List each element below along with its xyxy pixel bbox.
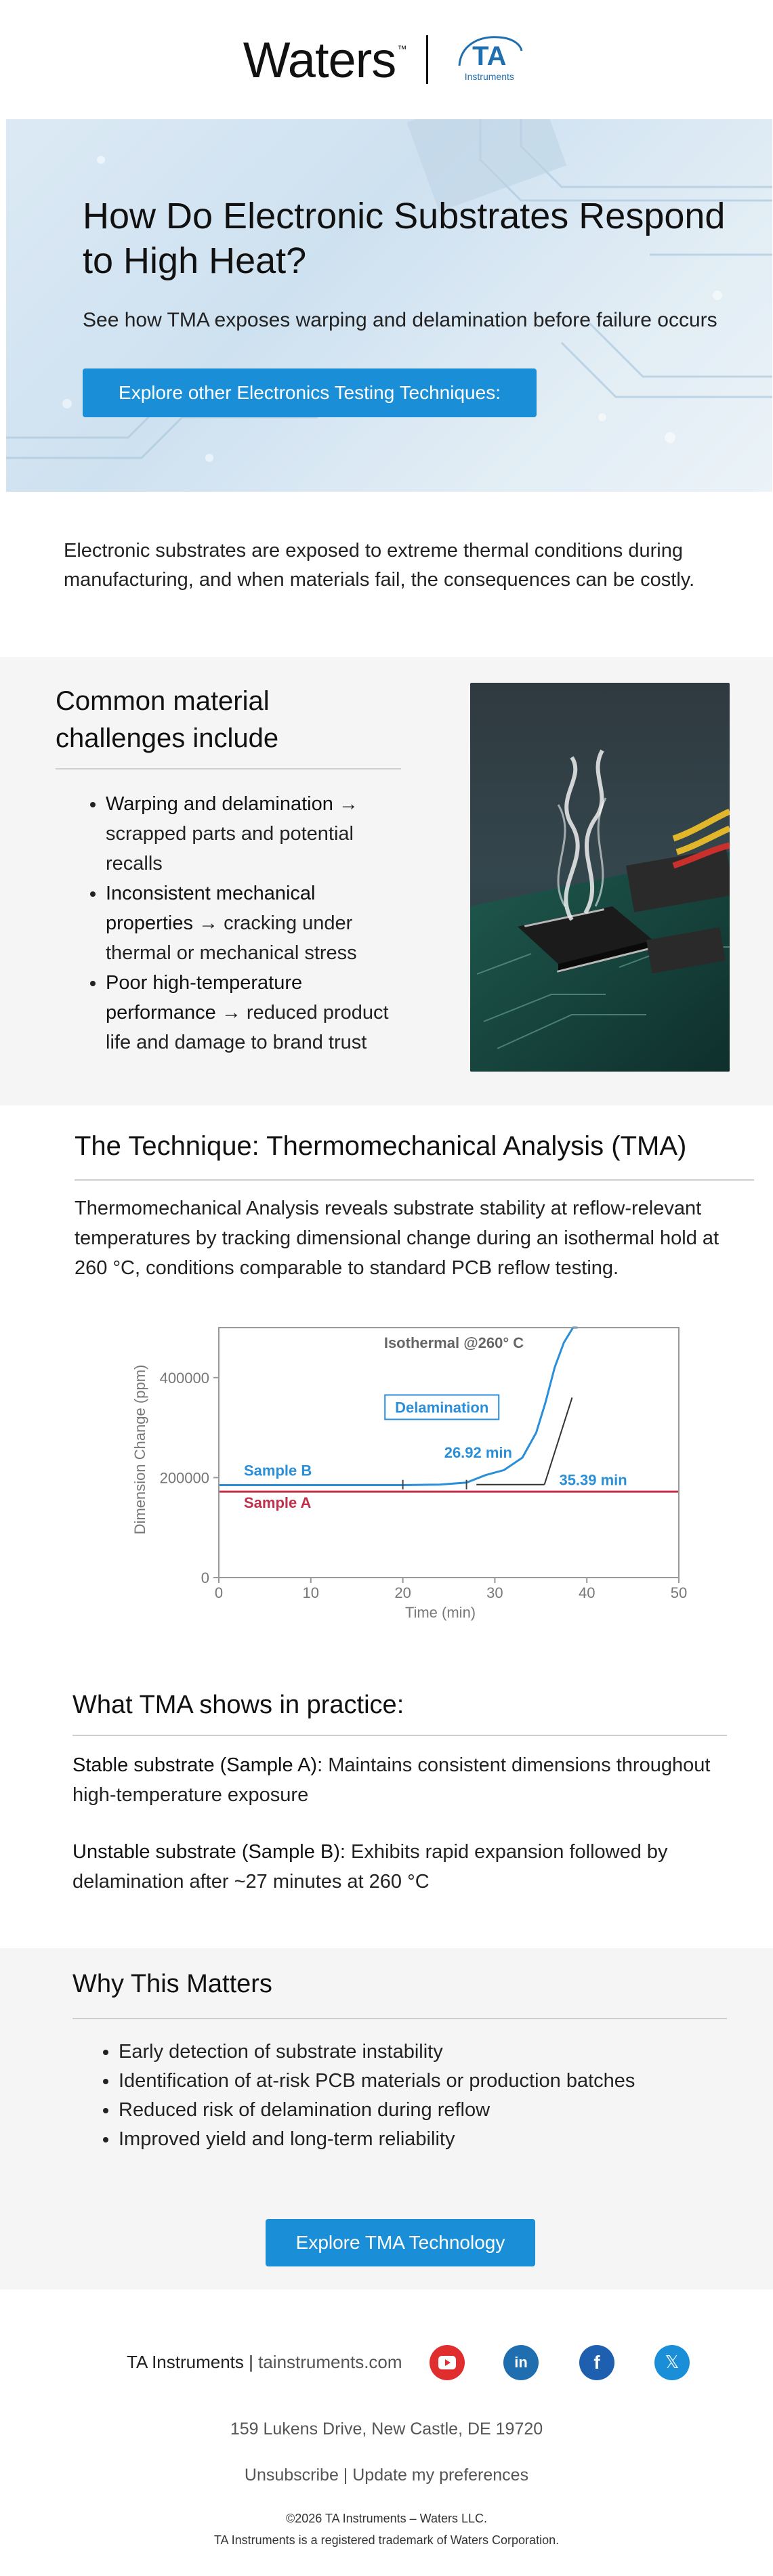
list-item: • Warping and delamination → scrapped parts and potential recalls xyxy=(106,789,404,879)
divider xyxy=(56,768,401,769)
ta-swoosh-icon xyxy=(451,32,526,72)
list-item: • Improved yield and long-term reliability xyxy=(119,2125,728,2154)
tma-chart-svg xyxy=(122,1314,691,1646)
footer-address: 159 Lukens Drive, New Castle, DE 19720 xyxy=(230,2420,543,2438)
explore-electronics-button[interactable]: Explore other Electronics Testing Techniques: xyxy=(83,368,537,417)
hero-title: How Do Electronic Substrates Respond to High Heat? xyxy=(83,196,726,281)
y-tick-label: 0 xyxy=(201,1569,209,1586)
challenges-list xyxy=(106,789,404,1057)
x-tick-label: 40 xyxy=(578,1584,596,1601)
website-link[interactable]: tainstruments.com xyxy=(258,2352,402,2372)
hero-content xyxy=(83,194,733,417)
email-header xyxy=(0,0,773,119)
x-icon[interactable]: 𝕏 xyxy=(654,2345,690,2380)
hero-subtitle: See how TMA exposes warping and delamination before failure occurs xyxy=(83,309,717,331)
x-tick-label: 30 xyxy=(486,1584,503,1601)
challenges-section xyxy=(0,657,773,1105)
list-item: • Inconsistent mechanical properties → cracking under thermal or mechanical stress xyxy=(106,879,404,968)
tma-chart xyxy=(122,1314,691,1646)
chart-xlabel: Time (min) xyxy=(404,1604,476,1621)
series-label: Sample B xyxy=(244,1462,312,1479)
hero-banner xyxy=(6,119,772,492)
list-item: • Early detection of substrate instability xyxy=(119,2037,728,2067)
waters-logo[interactable]: Waters ™ xyxy=(243,31,406,88)
footer-brand: TA Instruments | tainstruments.com xyxy=(127,2352,402,2372)
chart-ylabel: Dimension Change (ppm) xyxy=(131,1364,148,1535)
y-tick-label: 400000 xyxy=(159,1369,209,1387)
footer-social-row xyxy=(0,2330,773,2398)
intro-paragraph: Electronic substrates are exposed to extreme thermal conditions during manufacturing, and when materials fail, the consequences can be costly. xyxy=(64,540,695,591)
time-label-35-39: 35.39 min xyxy=(559,1471,627,1489)
why-list xyxy=(119,2037,728,2154)
footer-links: Unsubscribe | Update my preferences xyxy=(244,2466,529,2485)
sample-b-paragraph: Unstable substrate (Sample B): Exhibits rapid expansion followed by delamination after ~27 minutes at 260 °C xyxy=(72,1841,668,1893)
x-tick-label: 10 xyxy=(302,1584,320,1601)
list-item: • Identification of at-risk PCB materials or production batches xyxy=(119,2067,728,2096)
divider xyxy=(72,1735,727,1736)
why-section xyxy=(0,1948,773,2289)
ta-instruments-logo[interactable] xyxy=(448,37,530,82)
unsubscribe-link[interactable]: Unsubscribe xyxy=(244,2466,339,2485)
x-tick-label: 50 xyxy=(670,1584,688,1601)
footer-trademark: TA Instruments is a registered trademark of Waters Corporation. xyxy=(213,2533,560,2547)
challenges-title: Common material challenges include xyxy=(56,686,279,753)
footer-brand-name: TA Instruments xyxy=(127,2352,244,2372)
y-tick-label: 200000 xyxy=(159,1469,209,1487)
youtube-icon[interactable] xyxy=(430,2345,465,2380)
delamination-label: Delamination xyxy=(395,1399,489,1416)
time-label-26-92: 26.92 min xyxy=(444,1443,512,1461)
technique-title: The Technique: Thermomechanical Analysis (TMA) xyxy=(75,1131,687,1161)
x-tick-label: 0 xyxy=(214,1584,224,1601)
footer-copyright: ©2026 TA Instruments – Waters LLC. xyxy=(285,2512,488,2525)
technique-body: Thermomechanical Analysis reveals substrate stability at reflow-relevant temperatures by tracking dimensional change during an isothermal hold at 260 °C, conditions comparable to standard PCB reflow testing. xyxy=(75,1198,719,1279)
linkedin-icon[interactable]: in xyxy=(503,2345,539,2380)
facebook-icon[interactable]: f xyxy=(579,2345,614,2380)
logo-divider xyxy=(426,35,428,84)
list-item: • Reduced risk of delamination during reflow xyxy=(119,2096,728,2125)
why-title: Why This Matters xyxy=(72,1970,272,1998)
chart-title: Isothermal @260° C xyxy=(383,1334,524,1351)
series-label: Sample A xyxy=(244,1494,312,1512)
ta-logo-text: TA xyxy=(472,41,507,71)
divider xyxy=(72,2018,727,2019)
ta-logo-subtext: Instruments xyxy=(464,71,514,82)
preferences-link[interactable]: Update my preferences xyxy=(352,2466,529,2485)
divider xyxy=(75,1179,754,1181)
practice-title: What TMA shows in practice: xyxy=(72,1691,404,1719)
explore-tma-button[interactable]: Explore TMA Technology xyxy=(266,2219,535,2266)
list-item: • Poor high-temperature performance → reduced product life and damage to brand trust xyxy=(106,968,404,1057)
overheating-chip-image xyxy=(470,683,730,1072)
sample-a-paragraph: Stable substrate (Sample A): Maintains consistent dimensions throughout high-temperature exposure xyxy=(72,1754,711,1806)
x-tick-label: 20 xyxy=(394,1584,411,1601)
